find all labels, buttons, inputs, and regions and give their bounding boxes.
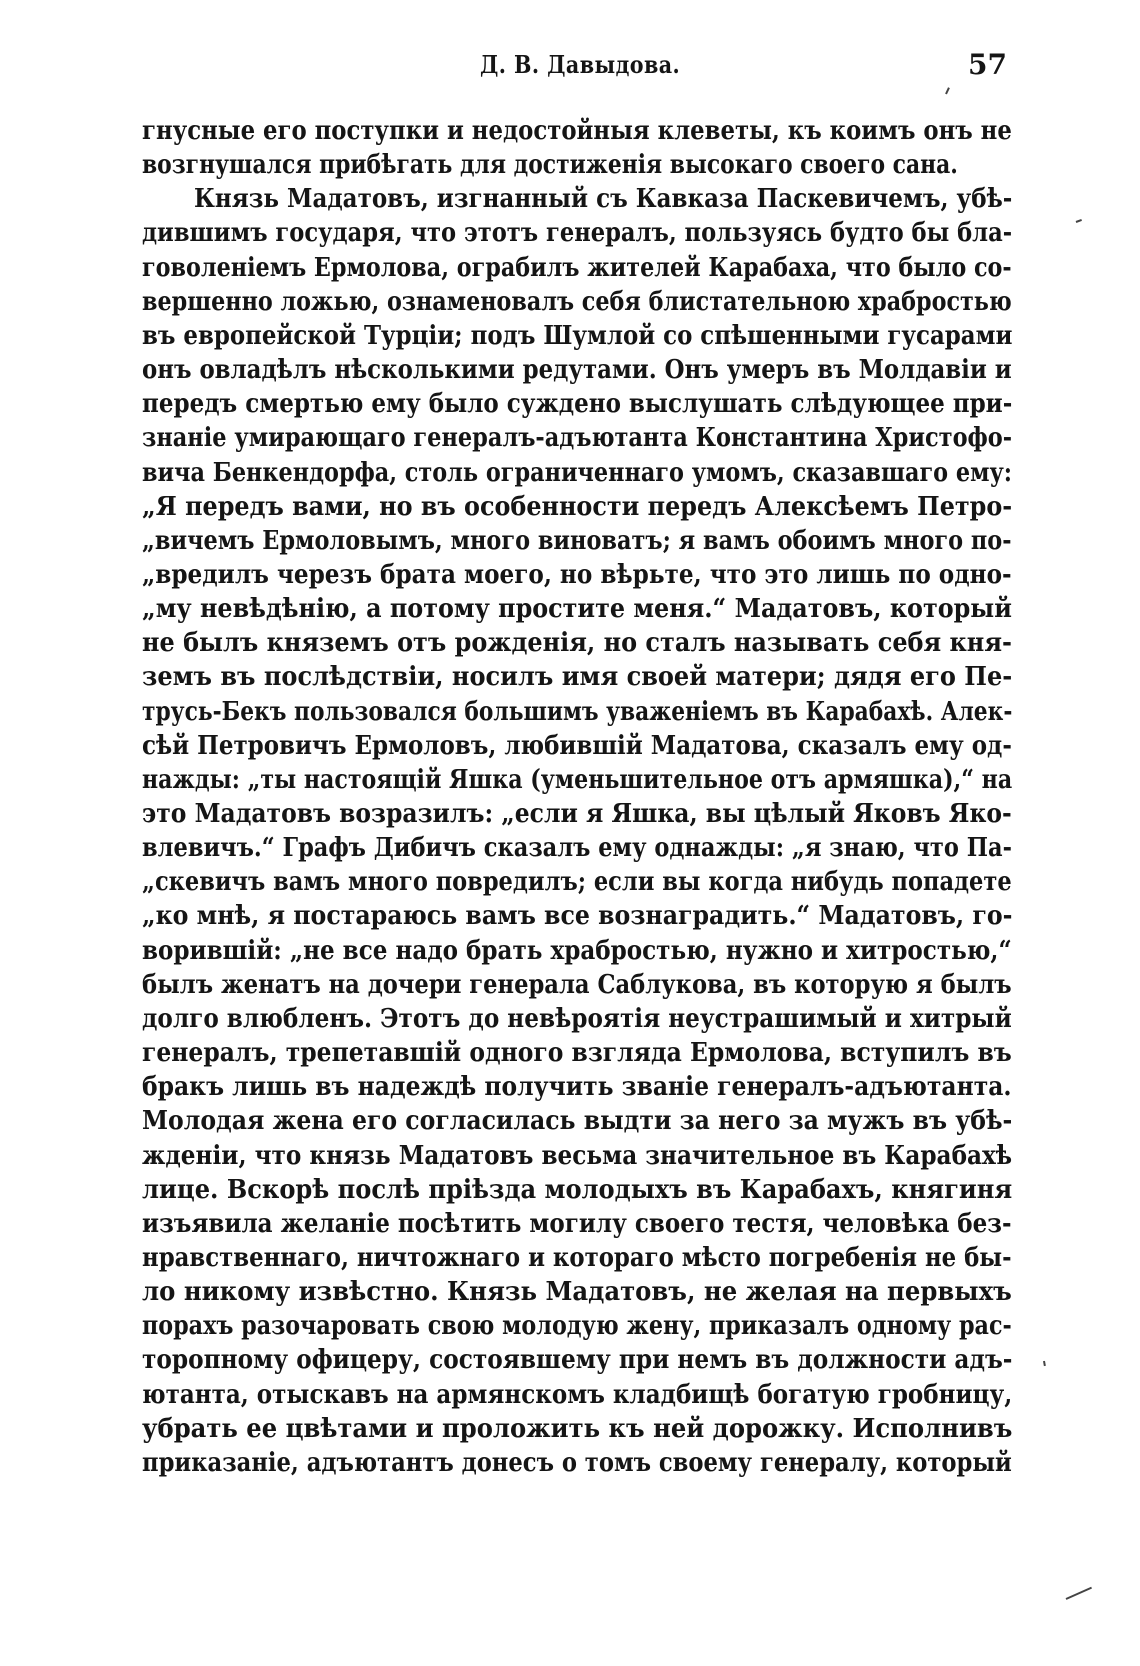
text-line: „му невѣдѣнію, а потому простите меня.“ Мадатовъ, который [142, 594, 1012, 624]
text-line: „Я передъ вами, но въ особенности передъ Алексѣемъ Петро- [142, 492, 1013, 522]
text-line: жденіи, что князь Мадатовъ весьма значительное въ Карабахѣ [142, 1141, 1013, 1171]
text-line: „вичемъ Ермоловымъ, много виноватъ; я вамъ обоимъ много по- [142, 526, 1012, 556]
scan-speck [945, 87, 950, 94]
text-line: это Мадатовъ возразилъ: „если я Яшка, вы цѣлый Яковъ Яко- [142, 799, 1012, 829]
scan-speck [1076, 219, 1082, 223]
running-head: Д. В. Давыдова. [480, 50, 681, 79]
text-line: не былъ княземъ отъ рожденія, но сталъ называть себя кня- [142, 628, 1012, 658]
text-line: „скевичъ вамъ много повредилъ; если вы когда нибудь попадете [142, 867, 1012, 897]
text-line: ло никому извѣстно. Князь Мадатовъ, не желая на первыхъ [142, 1277, 1012, 1307]
text-line: нажды: „ты настоящій Яшка (уменьшительное отъ армяшка),“ на [142, 765, 1013, 795]
text-line: гнусные его поступки и недостойныя клеветы, къ коимъ онъ не [142, 116, 1012, 146]
text-line: „ко мнѣ, я постараюсь вамъ все вознаградить.“ Мадатовъ, го- [142, 901, 1013, 931]
text-line: торопному офицеру, состоявшему при немъ въ должности адъ- [142, 1345, 1013, 1375]
text-line: порахъ разочаровать свою молодую жену, приказалъ одному рас- [142, 1311, 1012, 1341]
text-line: въ европейской Турціи; подъ Шумлой со спѣшенными гусарами [142, 321, 1013, 351]
text-line: ютанта, отыскавъ на армянскомъ кладбищѣ богатую гробницу, [142, 1380, 1013, 1410]
text-line: нравственнаго, ничтожнаго и котораго мѣсто погребенія не бы- [142, 1243, 1012, 1273]
text-line: онъ овладѣлъ нѣсколькими редутами. Онъ умеръ въ Молдавіи и [142, 355, 1012, 385]
text-line: „вредилъ черезъ брата моего, но вѣрьте, что это лишь по одно- [142, 560, 1012, 590]
text-line: Молодая жена его согласилась выдти за него за мужъ въ убѣ- [142, 1106, 1013, 1136]
text-line: возгнушался прибѣгать для достиженія высокаго своего сана. [142, 150, 958, 180]
text-line: дившимъ государя, что этотъ генералъ, пользуясь будто бы бла- [142, 218, 1013, 248]
text-line: ворившій: „не все надо брать храбростью, нужно и хитростью,“ [142, 936, 1012, 966]
text-line: земъ въ послѣдствіи, носилъ имя своей матери; дядя его Пе- [142, 662, 1013, 692]
text-line: генералъ, трепетавшій одного взгляда Ермолова, вступилъ въ [142, 1038, 1012, 1068]
text-line: знаніе умирающаго генералъ-адъютанта Константина Христофо- [142, 423, 1013, 453]
page-number: 57 [968, 48, 1007, 81]
text-line: говоленіемъ Ермолова, ограбилъ жителей Карабаха, что было со- [142, 253, 1012, 283]
text-line: изъявила желаніе посѣтить могилу своего тестя, человѣка без- [142, 1209, 1012, 1239]
text-line: вича Бенкендорфа, столь ограниченнаго умомъ, сказавшаго ему: [142, 458, 1013, 488]
text-line: Князь Мадатовъ, изгнанный съ Кавказа Паскевичемъ, убѣ- [194, 184, 1013, 214]
text-line: былъ женатъ на дочери генерала Саблукова, въ которую я былъ [142, 970, 1012, 1000]
scan-speck [1066, 1587, 1092, 1600]
text-line: влевичъ.“ Графъ Дибичъ сказалъ ему однажды: „я знаю, что Па- [142, 833, 1012, 863]
text-line: бракъ лишь въ надеждѣ получить званіе генералъ-адъютанта. [142, 1072, 1012, 1102]
text-line: сѣй Петровичъ Ермоловъ, любившій Мадатова, сказалъ ему од- [142, 731, 1012, 761]
text-line: трусь-Бекъ пользовался большимъ уваженіемъ въ Карабахѣ. Алек- [142, 697, 1013, 727]
text-line: долго влюбленъ. Этотъ до невѣроятія неустрашимый и хитрый [142, 1004, 1012, 1034]
scan-speck [1043, 1361, 1046, 1366]
text-line: лице. Вскорѣ послѣ пріѣзда молодыхъ въ Карабахъ, княгиня [142, 1175, 1013, 1205]
text-line: вершенно ложью, ознаменовалъ себя блистательною храбростью [142, 287, 1012, 317]
text-line: приказаніе, адъютантъ донесъ о томъ своему генералу, который [142, 1448, 1012, 1478]
text-line: передъ смертью ему было суждено выслушать слѣдующее при- [142, 389, 1013, 419]
text-line: убрать ее цвѣтами и проложить къ ней дорожку. Исполнивъ [142, 1414, 1013, 1444]
